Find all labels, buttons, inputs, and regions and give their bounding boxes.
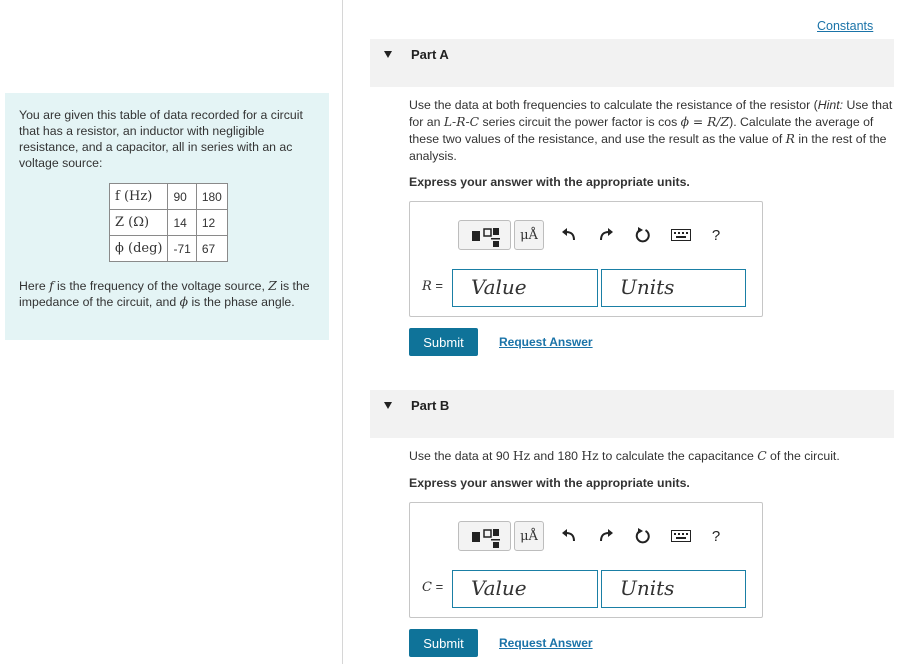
undo-icon[interactable] (560, 527, 578, 545)
reset-icon[interactable] (634, 226, 652, 244)
question-text: and 180 (530, 449, 582, 463)
template-icon (460, 523, 511, 551)
circuit-type: L-R-C (443, 115, 480, 129)
question-text: series circuit the power factor is cos (479, 115, 681, 129)
variable-symbol: C (422, 580, 432, 595)
question-text: to calculate the capacitance (598, 449, 758, 463)
table-row (110, 236, 228, 262)
problem-intro: You are given this table of data recorded for a circuit that has a resistor, an inductor with negligible resistance, and a capacitor, all in series with an ac voltage source: (19, 108, 303, 170)
question-text: in the rest of the analysis. (409, 132, 887, 163)
part-a-title: Part A (411, 47, 449, 62)
power-factor-formula: ϕ = R/Z (680, 115, 730, 129)
equals-sign: = (435, 579, 444, 594)
template-icon (460, 222, 511, 250)
unit-hz: Hz (581, 449, 599, 463)
help-icon[interactable]: ? (711, 527, 721, 545)
question-text: of the circuit. (766, 449, 840, 463)
part-a-answer-box (409, 201, 763, 317)
value-input[interactable]: Value (452, 269, 598, 307)
part-b-request-answer-link[interactable]: Request Answer (499, 636, 593, 650)
outro-var-z: Z (268, 279, 277, 293)
question-text: Use that for an (409, 98, 893, 129)
part-a-request-answer-link[interactable]: Request Answer (499, 335, 593, 349)
keyboard-icon[interactable] (670, 226, 692, 244)
redo-icon[interactable] (597, 527, 615, 545)
table-cell: 12 (196, 210, 227, 236)
template-button[interactable] (458, 521, 511, 551)
part-b-header[interactable] (370, 390, 894, 438)
question-text: Use the data at 90 (409, 449, 513, 463)
part-b-instruction: Express your answer with the appropriate units. (409, 476, 690, 490)
question-text: ). Calculate the average of these two values of the resistance, and use the result as the value of (409, 115, 874, 146)
part-b-variable-label (422, 579, 443, 595)
collapse-triangle-icon[interactable] (384, 402, 392, 409)
table-cell: -71 (168, 236, 196, 262)
table-row-label: Z (Ω) (110, 210, 168, 236)
column-divider (342, 0, 343, 664)
value-input[interactable]: Value (452, 570, 598, 608)
outro-text: is the impedance of the circuit, and (19, 279, 310, 309)
table-cell: 14 (168, 210, 196, 236)
help-icon[interactable]: ? (711, 226, 721, 244)
part-a-submit-button[interactable]: Submit (409, 328, 478, 356)
table-row-label: ϕ (deg) (110, 236, 168, 262)
equals-sign: = (435, 278, 444, 293)
question-var: C (757, 449, 767, 463)
table-cell: 180 (196, 184, 227, 210)
units-button[interactable] (514, 521, 544, 551)
table-cell: 90 (168, 184, 196, 210)
constants-link[interactable]: Constants (817, 19, 874, 33)
unit-hz: Hz (512, 449, 531, 463)
part-a-question (409, 97, 899, 165)
part-b-question (409, 448, 899, 465)
redo-icon[interactable] (597, 226, 615, 244)
units-button[interactable] (514, 220, 544, 250)
question-text: Use the data at both frequencies to calculate the resistance of the resistor ( (409, 98, 818, 112)
collapse-triangle-icon[interactable] (384, 51, 392, 58)
units-input[interactable]: Units (601, 269, 746, 307)
units-symbol: μÅ (520, 227, 538, 243)
part-a-variable-label (422, 278, 443, 294)
reset-icon[interactable] (634, 527, 652, 545)
table-row-label: f (Hz) (110, 184, 168, 210)
problem-panel (5, 93, 329, 340)
keyboard-icon[interactable] (670, 527, 692, 545)
data-table (109, 183, 228, 262)
table-row (110, 184, 228, 210)
part-b-submit-button[interactable]: Submit (409, 629, 478, 657)
outro-var-phi: ϕ (179, 295, 189, 309)
undo-icon[interactable] (560, 226, 578, 244)
outro-text: is the phase angle. (188, 295, 295, 309)
question-var: R (785, 132, 795, 146)
table-row (110, 210, 228, 236)
part-a-instruction: Express your answer with the appropriate units. (409, 175, 690, 189)
outro-text: is the frequency of the voltage source, (53, 279, 269, 293)
part-b-title: Part B (411, 398, 450, 413)
part-b-answer-box (409, 502, 763, 618)
part-a-header[interactable] (370, 39, 894, 87)
variable-symbol: R (422, 279, 432, 294)
units-input[interactable]: Units (601, 570, 746, 608)
hint-label: Hint: (817, 98, 844, 112)
template-button[interactable] (458, 220, 511, 250)
outro-text: Here (19, 279, 50, 293)
table-cell: 67 (196, 236, 227, 262)
units-symbol: μÅ (520, 528, 538, 544)
outro-var-f: f (49, 279, 54, 293)
problem-outro (19, 278, 324, 310)
